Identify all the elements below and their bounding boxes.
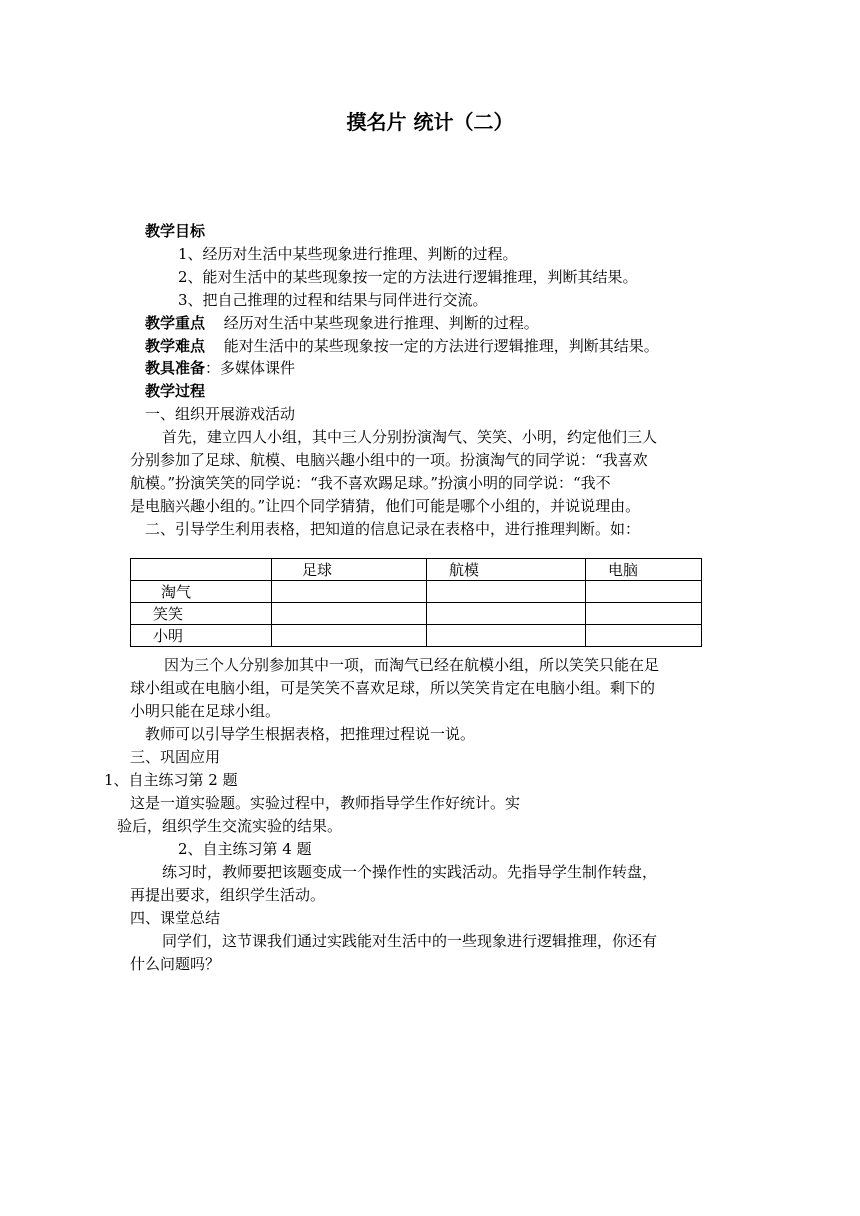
table-cell — [586, 581, 702, 603]
difficulty-text: 能对生活中的某些现象按一定的方法进行逻辑推理，判断其结果。 — [223, 337, 659, 355]
process-heading: 教学过程 — [145, 382, 206, 400]
exercise1-line: 验后，组织学生交流实验的结果。 — [117, 817, 343, 835]
table-header-cell — [131, 559, 272, 581]
table-header-cell: 足球 — [272, 559, 427, 581]
focus-row — [145, 312, 539, 334]
explanation-line: 球小组或在电脑小组，可是笑笑不喜欢足球，所以笑笑肯定在电脑小组。剩下的 — [130, 679, 656, 697]
focus-label: 教学重点 — [145, 314, 206, 332]
table-header-row — [131, 559, 702, 581]
table-row-label: 小明 — [131, 625, 272, 647]
reasoning-table — [130, 558, 702, 647]
section1-line: 是电脑兴趣小组的。”让四个同学猜猜，他们可能是哪个小组的，并说说理由。 — [130, 497, 641, 515]
section3-heading: 三、巩固应用 — [130, 748, 221, 766]
teacher-note: 教师可以引导学生根据表格，把推理过程说一说。 — [145, 725, 476, 743]
table-row — [131, 603, 702, 625]
section1-line: 首先，建立四人小组，其中三人分别扮演淘气、笑笑、小明，约定他们三人 — [162, 428, 658, 446]
table-cell — [427, 581, 586, 603]
goals-heading: 教学目标 — [145, 222, 206, 240]
exercise2-title: 2、自主练习第 4 题 — [178, 840, 312, 858]
focus-text: 经历对生活中某些现象进行推理、判断的过程。 — [223, 314, 539, 332]
section4-heading: 四、课堂总结 — [130, 909, 221, 927]
table-row — [131, 581, 702, 603]
difficulty-row — [145, 335, 659, 357]
table-row — [131, 625, 702, 647]
goal-item: 2、能对生活中的某些现象按一定的方法进行逻辑推理，判断其结果。 — [178, 268, 638, 286]
table-row-label: 笑笑 — [131, 603, 272, 625]
tools-text: ：多媒体课件 — [205, 359, 296, 377]
section2-heading: 二、引导学生利用表格，把知道的信息记录在表格中，进行推理判断。如： — [145, 520, 641, 538]
table-cell — [272, 625, 427, 647]
exercise1-line: 这是一道实验题。实验过程中，教师指导学生作好统计。实 — [130, 794, 521, 812]
summary-line: 同学们，这节课我们通过实践能对生活中的一些现象进行逻辑推理，你还有 — [162, 932, 658, 950]
table-cell — [586, 603, 702, 625]
exercise2-line: 再提出要求，组织学生活动。 — [130, 886, 326, 904]
explanation-line: 因为三个人分别参加其中一项，而淘气已经在航模小组，所以笑笑只能在足 — [164, 656, 660, 674]
exercise2-line: 练习时，教师要把该题变成一个操作性的实践活动。先指导学生制作转盘， — [162, 863, 658, 881]
document-title: 摸名片 统计（二） — [346, 110, 514, 134]
table-cell — [427, 625, 586, 647]
difficulty-label: 教学难点 — [145, 337, 206, 355]
goal-item: 3、把自己推理的过程和结果与同伴进行交流。 — [178, 291, 488, 309]
table-cell — [272, 581, 427, 603]
table-row-label: 淘气 — [131, 581, 272, 603]
explanation-line: 小明只能在足球小组。 — [130, 702, 281, 720]
table-cell — [272, 603, 427, 625]
exercise1-title: 1、自主练习第 2 题 — [104, 771, 238, 789]
table-cell — [586, 625, 702, 647]
section1-heading: 一、组织开展游戏活动 — [145, 405, 296, 423]
goal-item: 1、经历对生活中某些现象进行推理、判断的过程。 — [178, 245, 518, 263]
table-header-cell: 航模 — [427, 559, 586, 581]
table-header-cell: 电脑 — [586, 559, 702, 581]
table-cell — [427, 603, 586, 625]
tools-row — [145, 357, 295, 379]
tools-label: 教具准备 — [145, 359, 206, 377]
summary-line: 什么问题吗？ — [130, 955, 221, 973]
section1-line: 航模。”扮演笑笑的同学说：“我不喜欢踢足球。”扮演小明的同学说：“我不 — [130, 474, 611, 492]
section1-line: 分别参加了足球、航模、电脑兴趣小组中的一项。扮演淘气的同学说：“我喜欢 — [130, 451, 648, 469]
